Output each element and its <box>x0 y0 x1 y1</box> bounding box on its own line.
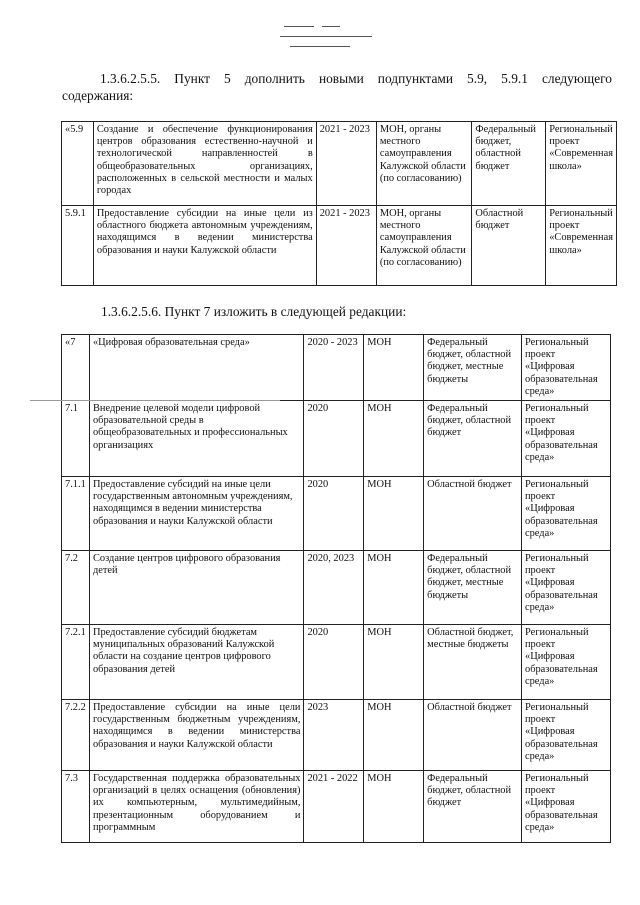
item-project: Региональный проект «Цифровая образовательная среда» <box>522 700 611 771</box>
item-executor: МОН, органы местного самоуправления Калужской области (по согласованию) <box>376 122 472 206</box>
item-executor: МОН <box>364 551 424 625</box>
item-executor: МОН <box>364 477 424 551</box>
item-funding-source: Федеральный бюджет, областной бюджет <box>424 401 522 477</box>
item-description: Предоставление субсидии на иные цели государственным бюджетным учреждениям, находящимся в ведении министерства образования и науки Калужской области <box>89 700 303 771</box>
item-7-table <box>61 334 611 843</box>
item-project: Региональный проект «Цифровая образовательная среда» <box>522 625 611 700</box>
paragraph-line-1: 1.3.6.2.5.5. Пункт 5 дополнить новыми подпунктами 5.9, 5.9.1 следующего <box>100 71 612 86</box>
item-project: Региональный проект «Цифровая образовательная среда» <box>522 771 611 843</box>
table-row <box>62 477 611 551</box>
item-number: 7.2 <box>62 551 90 625</box>
item-project: Региональный проект «Цифровая образовательная среда» <box>522 477 611 551</box>
amendment-paragraph-5-6: 1.3.6.2.5.6. Пункт 7 изложить в следующей редакции: <box>101 304 407 319</box>
item-funding-source: Федеральный бюджет, областной бюджет <box>424 771 522 843</box>
item-period: 2020 - 2023 <box>304 335 364 401</box>
item-description: «Цифровая образовательная среда» <box>89 335 303 401</box>
subitems-5-9-table <box>61 121 617 286</box>
table-row <box>62 771 611 843</box>
item-description: Внедрение целевой модели цифровой образовательной среды в общеобразовательных и профессиональных организациях <box>89 401 303 477</box>
amendment-paragraph-5-5 <box>62 70 612 104</box>
item-period: 2021 - 2023 <box>316 122 376 206</box>
item-funding-source: Областной бюджет <box>472 206 546 286</box>
table-row <box>62 700 611 771</box>
item-description: Предоставление субсидий бюджетам муниципальных образований Калужской области на создание центров цифрового образования детей <box>89 625 303 700</box>
item-funding-source: Областной бюджет <box>424 477 522 551</box>
item-executor: МОН <box>364 335 424 401</box>
header-scan-marks <box>270 22 390 52</box>
table-row <box>62 551 611 625</box>
item-executor: МОН <box>364 625 424 700</box>
item-number: 7.2.1 <box>62 625 90 700</box>
item-description: Создание и обеспечение функционирования центров образования естественно-научной и технологической направленностей в общеобразовательных организациях, расположенных в сельской местности и малых городах <box>93 122 316 206</box>
item-period: 2021 - 2023 <box>316 206 376 286</box>
item-description: Предоставление субсидии на иные цели из областного бюджета автономным учреждениям, находящимся в ведении министерства образования и науки Калужской области <box>93 206 316 286</box>
item-project: Региональный проект «Цифровая образовательная среда» <box>522 401 611 477</box>
paragraph-line-2: содержания: <box>62 88 134 103</box>
item-project: Региональный проект «Современная школа» <box>546 122 617 206</box>
item-number: 7.1.1 <box>62 477 90 551</box>
item-executor: МОН <box>364 771 424 843</box>
item-period: 2020 <box>304 401 364 477</box>
item-number: «5.9 <box>62 122 94 206</box>
item-period: 2020 <box>304 625 364 700</box>
item-number: «7 <box>62 335 90 401</box>
item-description: Государственная поддержка образовательных организаций в целях оснащения (обновления) их компьютерным, мультимедийным, презентационным оборудованием и программным <box>89 771 303 843</box>
scan-artifact-line <box>30 400 280 401</box>
table-row <box>62 206 617 286</box>
item-period: 2020, 2023 <box>304 551 364 625</box>
item-funding-source: Федеральный бюджет, областной бюджет, местные бюджеты <box>424 335 522 401</box>
item-project: Региональный проект «Цифровая образовательная среда» <box>522 335 611 401</box>
item-description: Создание центров цифрового образования детей <box>89 551 303 625</box>
table-row <box>62 335 611 401</box>
item-executor: МОН, органы местного самоуправления Калужской области (по согласованию) <box>376 206 472 286</box>
table-row <box>62 401 611 477</box>
item-funding-source: Федеральный бюджет, областной бюджет <box>472 122 546 206</box>
item-number: 5.9.1 <box>62 206 94 286</box>
item-project: Региональный проект «Цифровая образовательная среда» <box>522 551 611 625</box>
item-period: 2020 <box>304 477 364 551</box>
table-row <box>62 625 611 700</box>
item-funding-source: Областной бюджет, местные бюджеты <box>424 625 522 700</box>
item-description: Предоставление субсидий на иные цели государственным автономным учреждениям, находящимся в ведении министерства образования и науки Калужской области <box>89 477 303 551</box>
item-funding-source: Областной бюджет <box>424 700 522 771</box>
item-executor: МОН <box>364 700 424 771</box>
item-project: Региональный проект «Современная школа» <box>546 206 617 286</box>
item-period: 2023 <box>304 700 364 771</box>
item-number: 7.1 <box>62 401 90 477</box>
item-funding-source: Федеральный бюджет, областной бюджет, местные бюджеты <box>424 551 522 625</box>
item-period: 2021 - 2022 <box>304 771 364 843</box>
item-number: 7.2.2 <box>62 700 90 771</box>
item-executor: МОН <box>364 401 424 477</box>
item-number: 7.3 <box>62 771 90 843</box>
table-row <box>62 122 617 206</box>
